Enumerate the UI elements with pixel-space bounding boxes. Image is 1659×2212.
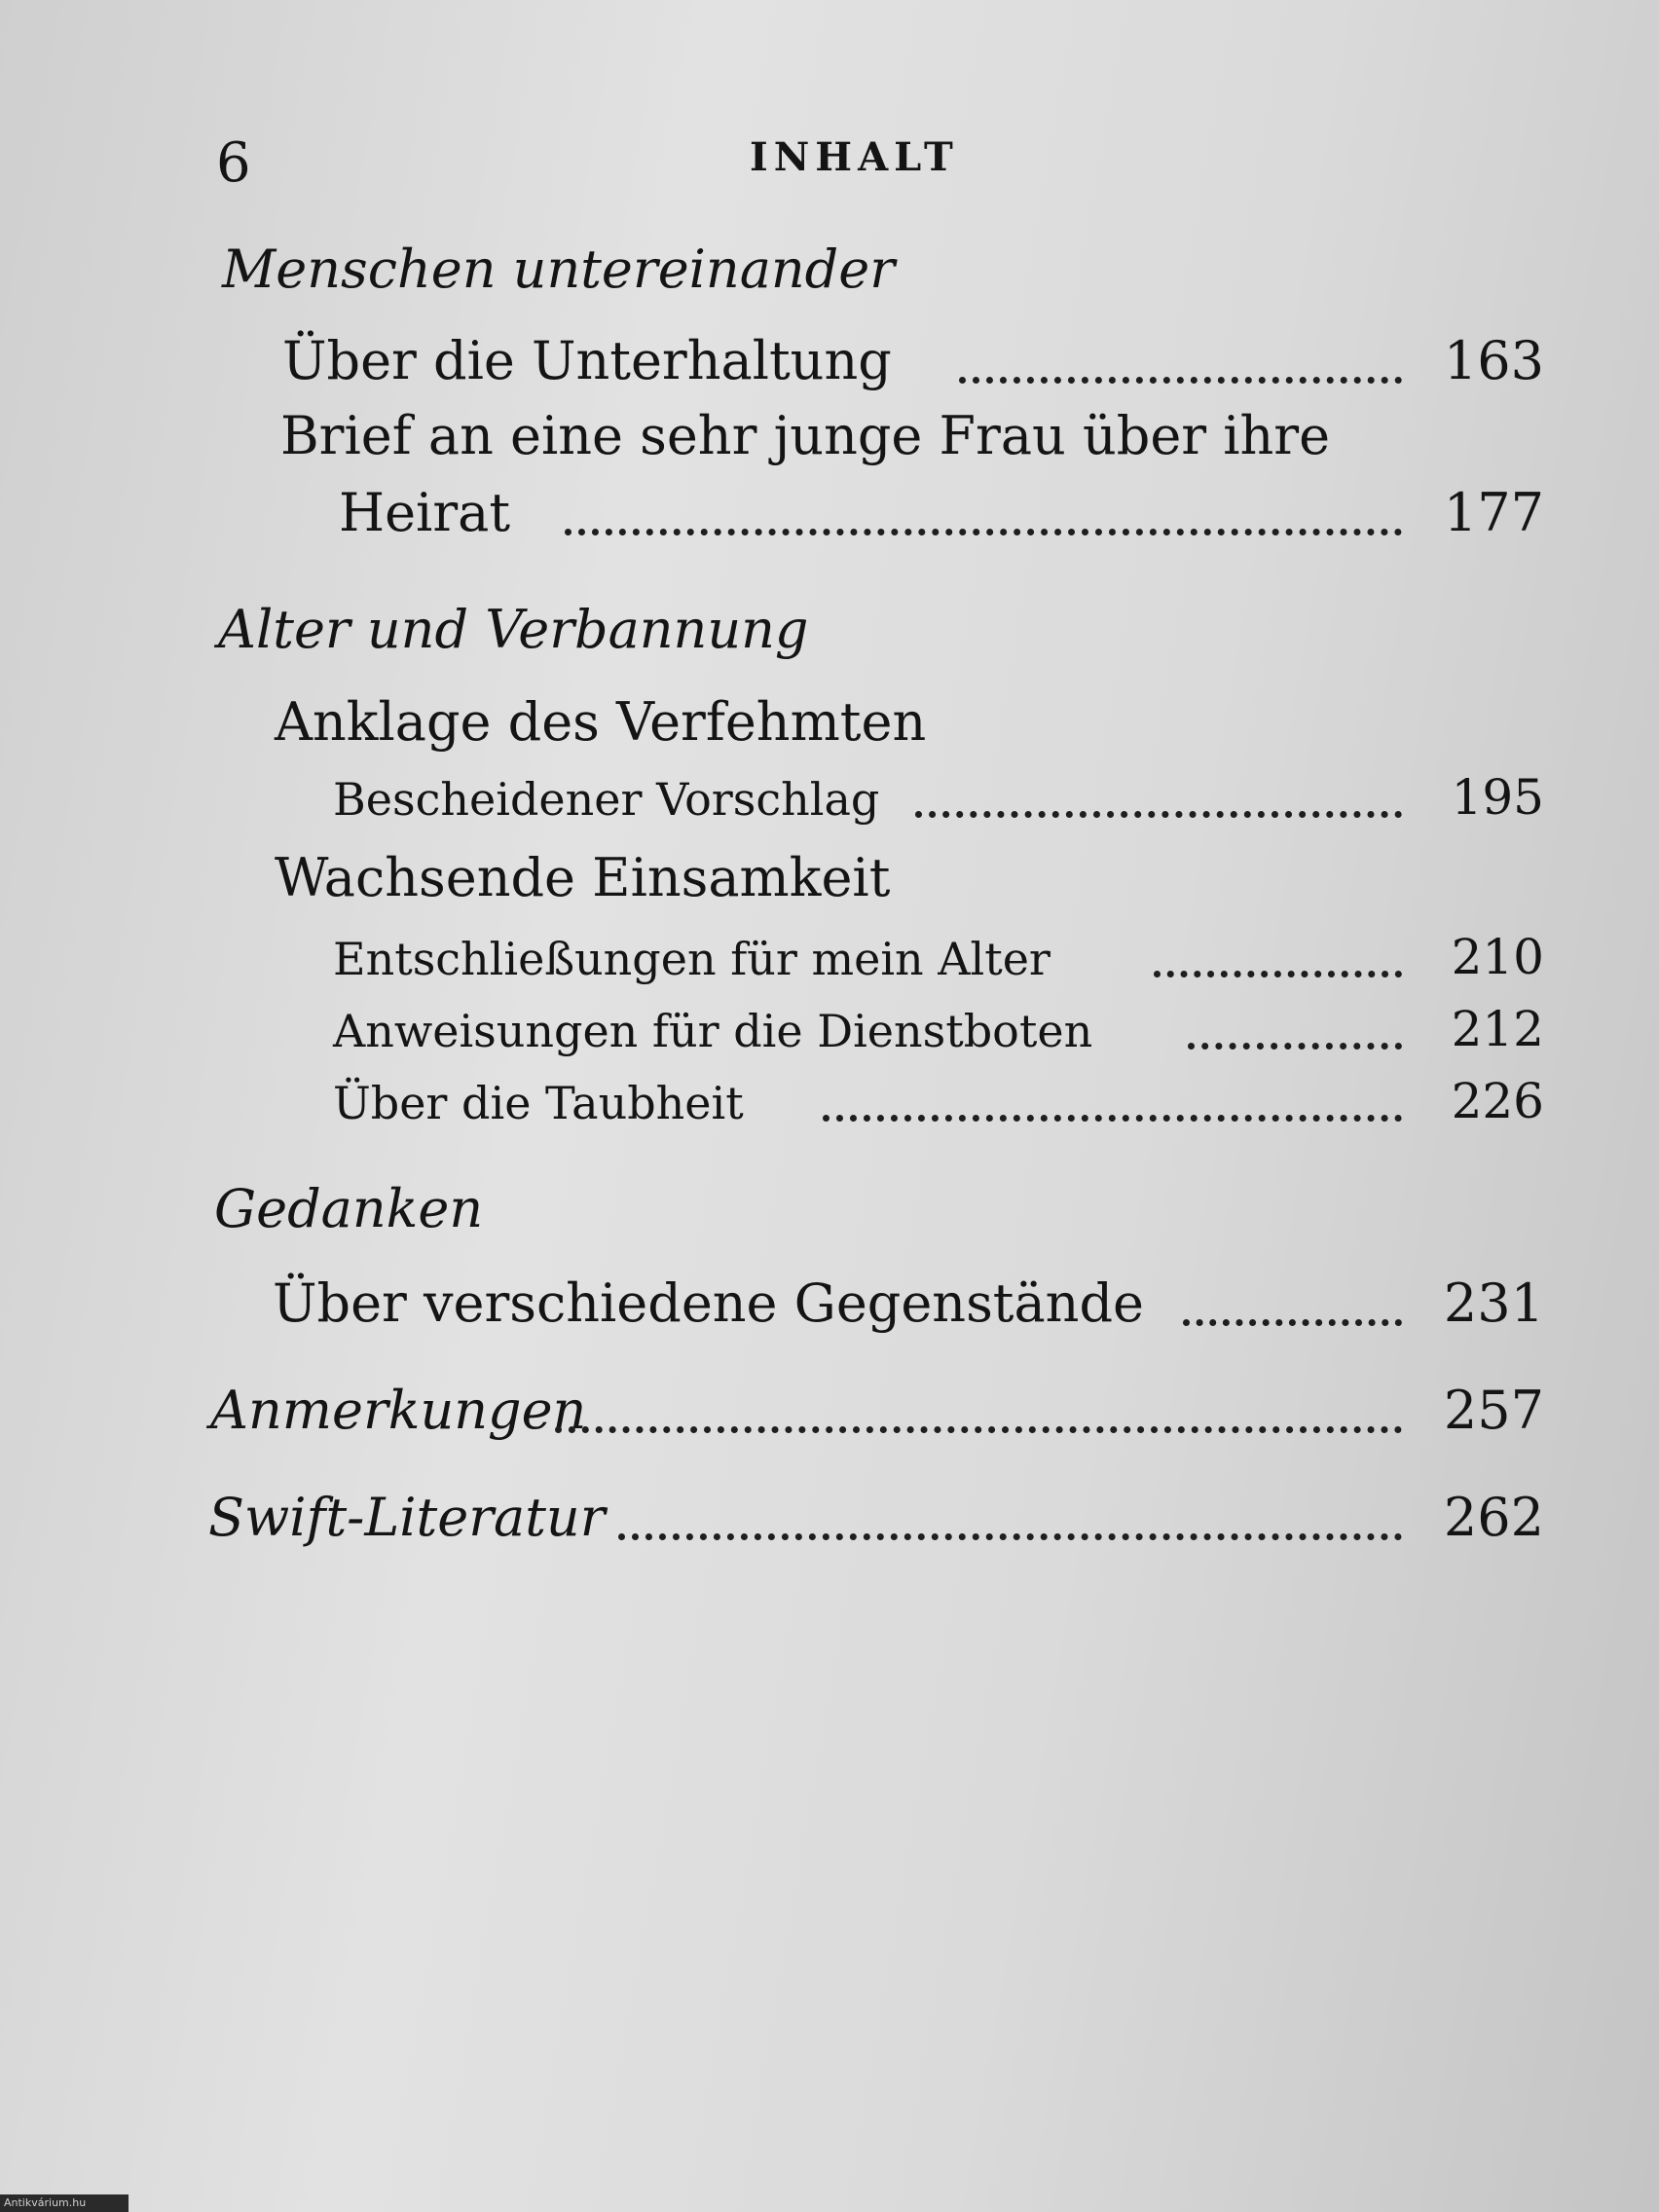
toc-entry-page: 195	[1451, 769, 1544, 826]
toc-entry[interactable]	[0, 1266, 1659, 1344]
dot-leader	[915, 811, 1402, 818]
toc-entry-page: 257	[1443, 1380, 1544, 1441]
dot-leader	[1154, 971, 1402, 977]
toc-entry-page: 210	[1451, 929, 1544, 985]
dot-leader	[555, 1426, 1402, 1433]
toc-entry-title-line1: Brief an eine sehr junge Frau über ihre	[280, 405, 1331, 466]
dot-leader	[1183, 1319, 1402, 1326]
dot-leader	[959, 377, 1402, 384]
section-heading: Alter und Verbannung	[218, 599, 809, 660]
toc-entry[interactable]	[0, 1061, 1659, 1139]
toc-entry-title: Anweisungen für die Dienstboten	[333, 1005, 1093, 1057]
toc-entry[interactable]	[0, 1480, 1659, 1558]
toc-entry[interactable]	[0, 475, 1659, 553]
toc-entry-page: 231	[1443, 1272, 1544, 1334]
toc-entry[interactable]	[0, 323, 1659, 401]
toc-entry-title: Swift-Literatur	[208, 1487, 606, 1548]
group-heading: Anklage des Verfehmten	[275, 691, 927, 753]
toc-entry-title: Anmerkungen	[210, 1380, 587, 1441]
dot-leader	[618, 1533, 1402, 1540]
toc-entry[interactable]	[0, 917, 1659, 995]
toc-entry-page: 212	[1451, 1001, 1544, 1057]
toc-entry-title: Über die Taubheit	[333, 1077, 744, 1129]
toc-entry-title: Bescheidener Vorschlag	[333, 773, 880, 826]
running-head: INHALT	[750, 134, 959, 180]
group-heading: Wachsende Einsamkeit	[275, 847, 891, 908]
toc-entry-page: 177	[1443, 482, 1544, 543]
toc-entry-title: Über verschiedene Gegenstände	[273, 1272, 1144, 1334]
dot-leader	[565, 529, 1402, 535]
toc-entry-page: 226	[1451, 1073, 1544, 1129]
toc-entry-title: Entschließungen für mein Alter	[333, 933, 1051, 985]
toc-entry[interactable]	[0, 1373, 1659, 1451]
page-number: 6	[216, 131, 251, 195]
toc-entry[interactable]	[0, 989, 1659, 1067]
toc-entry-title: Über die Unterhaltung	[282, 330, 892, 391]
toc-entry-title-line2: Heirat	[339, 482, 511, 543]
section-heading: Gedanken	[214, 1178, 484, 1239]
toc-entry-page: 163	[1443, 330, 1544, 391]
toc-entry-page: 262	[1443, 1487, 1544, 1548]
dot-leader	[1188, 1043, 1402, 1050]
watermark: Antikvárium.hu	[0, 2194, 129, 2212]
toc-entry[interactable]	[0, 757, 1659, 835]
dot-leader	[823, 1115, 1402, 1122]
section-heading: Menschen untereinander	[222, 239, 896, 300]
